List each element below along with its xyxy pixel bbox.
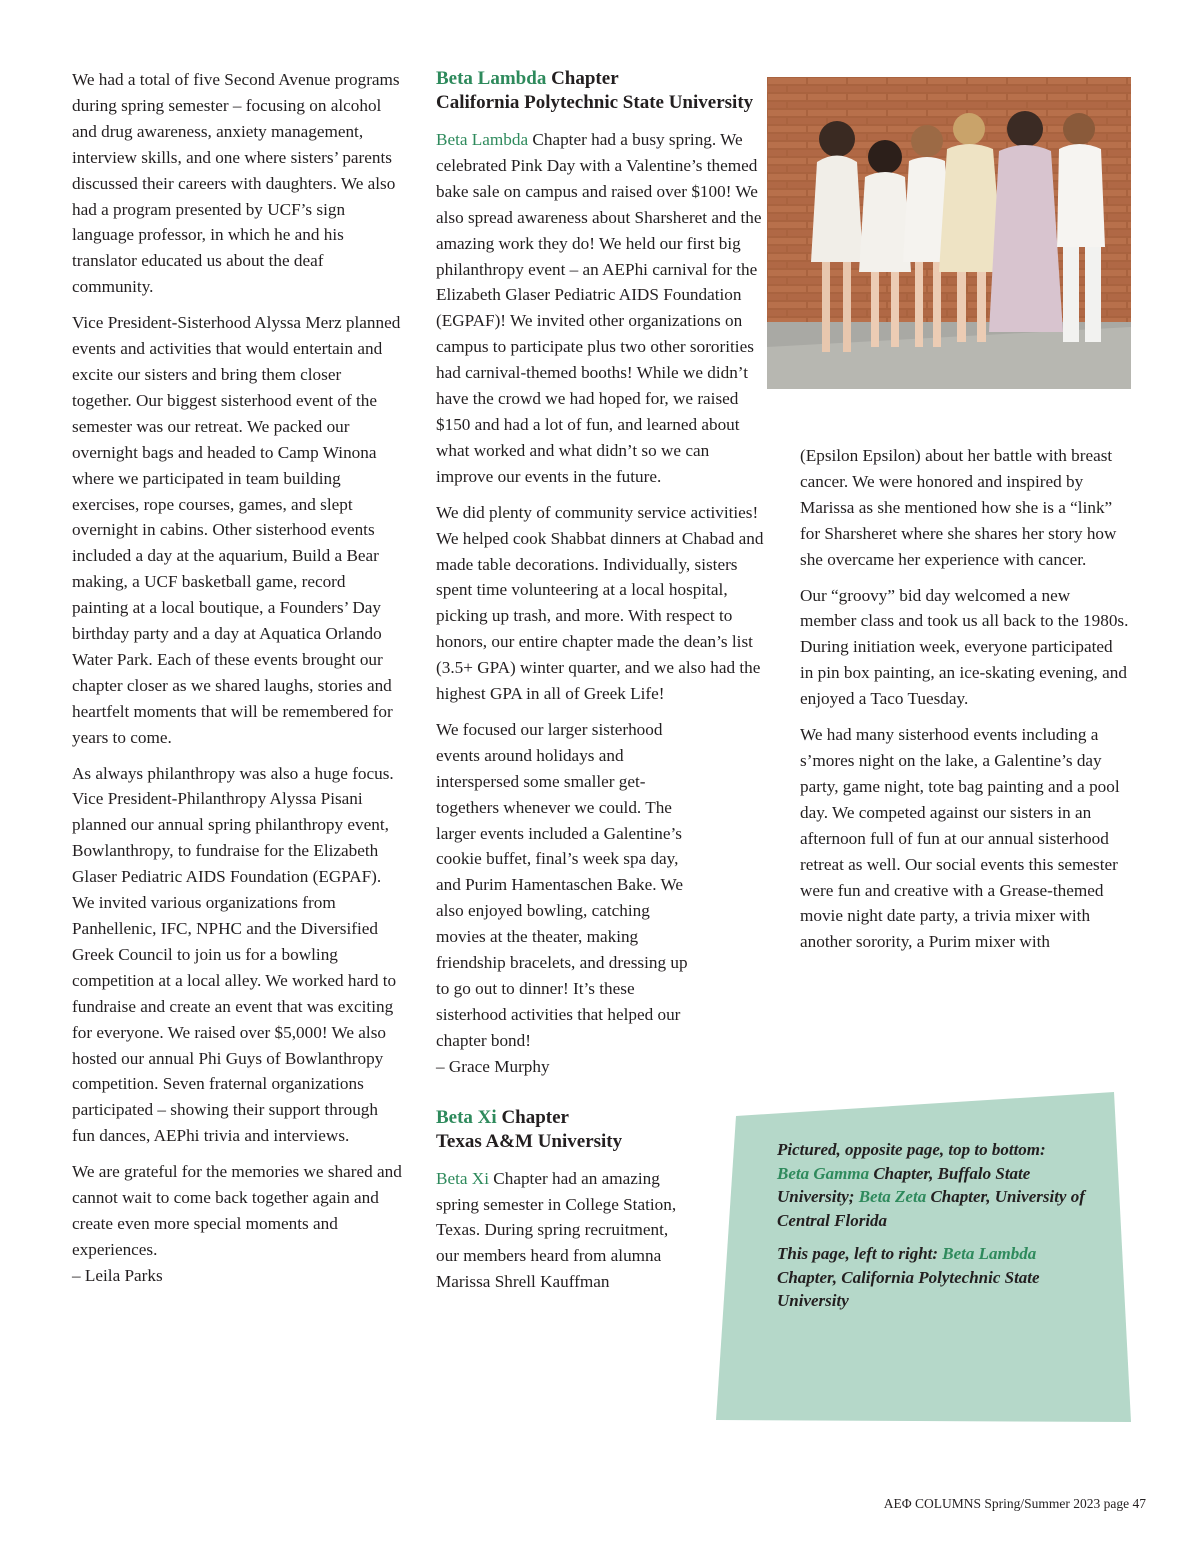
- beta-xi-inline-name: Beta Xi: [436, 1168, 489, 1188]
- beta-lambda-signature: – Grace Murphy: [436, 1056, 550, 1076]
- col1-signature: – Leila Parks: [72, 1265, 163, 1285]
- beta-lambda-heading-school: California Polytechnic State University: [436, 92, 754, 113]
- caption-beta-zeta-rest: Chapter, University of Central Florida: [777, 1187, 1085, 1230]
- beta-xi-paragraph-1: [436, 1166, 686, 1296]
- col1-paragraph-4-text: We are grateful for the memories we shared and cannot wait to come back together again and create even more special moments and experiences.: [72, 1162, 402, 1259]
- article-column-1: [72, 67, 402, 1299]
- page-footer: AEΦ COLUMNS Spring/Summer 2023 page 47: [883, 1496, 1146, 1511]
- caption-beta-zeta: Beta Zeta: [858, 1187, 927, 1206]
- photo-caption-box: [716, 1090, 1136, 1424]
- beta-lambda-paragraph-3-text: We focused our larger sisterhood events around holidays and interspersed some smaller get-togethers whenever we could. The larger events included a Galentine’s cookie buffet, final’s week spa day, and Purim Hamentaschen Bake. We also enjoyed bowling, catching movies at the theater, making friendship bracelets, and dressing up to go out to dinner! It’s these sisterhood activities that helped our chapter bond!: [436, 719, 688, 1050]
- caption-beta-gamma: Beta Gamma: [777, 1163, 870, 1183]
- caption-beta-gamma-rest: Chapter, Buffalo State University;: [777, 1163, 1031, 1206]
- beta-lambda-paragraph-1: [436, 127, 768, 490]
- col1-paragraph-4: [72, 1159, 402, 1289]
- beta-xi-heading-school: Texas A&M University: [436, 1130, 623, 1152]
- caption-beta-lambda: Beta Lambda: [942, 1244, 1037, 1263]
- caption-opposite-page: [777, 1138, 1097, 1232]
- beta-xi-heading-name: Beta Xi: [436, 1106, 497, 1128]
- beta-lambda-paragraph-2: We did plenty of community service activities! We helped cook Shabbat dinners at Chabad and made table decorations. Individually, sisters spent time volunteering at a local hospital, picking up trash, and more. With respect to honors, our entire chapter made the dean’s list (3.5+ GPA) winter quarter, and we also had the highest GPA in all of Greek Life!: [436, 502, 764, 704]
- article-column-3: [800, 443, 1130, 965]
- beta-lambda-heading-name: Beta Lambda: [436, 68, 547, 89]
- chapter-group-photo-illustration: [767, 77, 1131, 389]
- caption-beta-lambda-rest: Chapter, California Polytechnic State University: [777, 1267, 1040, 1310]
- col1-paragraph-1: We had a total of five Second Avenue programs during spring semester – focusing on alcohol and drug awareness, anxiety management, interview skills, and one where sisters’ parents discussed their careers with daughters. We also had a program presented by UCF’s sign language professor, in which he and his translator educated us about the deaf community.: [72, 70, 400, 297]
- beta-lambda-heading: [436, 67, 768, 115]
- photo-caption: [777, 1138, 1097, 1323]
- beta-xi-paragraph-1-continued: (Epsilon Epsilon) about her battle with breast cancer. We were honored and inspired by Marissa as she mentioned how she is a “link” for Sharsheret where she shares her story how she overcame her experience with cancer.: [800, 446, 1117, 569]
- chapter-group-photo: [767, 77, 1131, 389]
- caption-this-page: [777, 1242, 1097, 1313]
- beta-xi-heading-suffix: Chapter: [501, 1106, 569, 1128]
- beta-lambda-paragraph-3: [436, 717, 698, 1080]
- caption-line1-prefix: Pictured, opposite page, top to bottom:: [777, 1140, 1046, 1159]
- beta-xi-paragraph-3: We had many sisterhood events including a s’mores night on the lake, a Galentine’s day party, game night, tote bag painting and a pool day. We competed against our sisters in an afternoon full of fun at our annual sisterhood retreat as well. Our social events this semester were fun and creative with a Grease-themed movie night date party, a trivia mixer with another sorority, a Purim mixer with: [800, 725, 1120, 952]
- col1-paragraph-3: As always philanthropy was also a huge focus. Vice President-Philanthropy Alyssa Pisani planned our annual spring philanthropy event, Bowlanthropy, to fundraise for the Elizabeth Glaser Pediatric AIDS Foundation (EGPAF). We invited various organizations from Panhellenic, IFC, NPHC and the Diversified Greek Council to join us for a bowling competition at a local alley. We worked hard to fundraise and create an event that was exciting for everyone. We raised over $5,000! We also hosted our annual Phi Guys of Bowlanthropy competition. Seven fraternal organizations participated – showing their support through fun dances, AEPhi trivia and interviews.: [72, 763, 397, 1146]
- beta-lambda-inline-name: Beta Lambda: [436, 130, 529, 149]
- beta-lambda-heading-suffix: Chapter: [551, 68, 619, 89]
- caption-line2-prefix: This page, left to right:: [777, 1244, 939, 1263]
- col1-paragraph-2: Vice President-Sisterhood Alyssa Merz planned events and activities that would entertain and excite our sisters and bring them closer together. Our biggest sisterhood event of the semester was our retreat. We packed our overnight bags and headed to Camp Winona where we participated in team building exercises, rope courses, games, and slept overnight in cabins. Other sisterhood events included a day at the aquarium, Build a Bear making, a UCF basketball game, record painting at a local boutique, a Founders’ Day birthday party and a day at Aquatica Orlando Water Park. Each of these events brought our chapter closer as we shared laughs, stories and heartfelt moments that will be remembered for years to come.: [72, 313, 401, 747]
- beta-xi-paragraph-2: Our “groovy” bid day welcomed a new member class and took us all back to the 1980s. During initiation week, everyone participated in pin box painting, an ice-skating evening, and enjoyed a Taco Tuesday.: [800, 585, 1129, 709]
- beta-xi-paragraph-1-text: Chapter had an amazing spring semester in College Station, Texas. During spring recruitment, our members heard from alumna Marissa Shrell Kauffman: [436, 1168, 677, 1292]
- beta-lambda-paragraph-1-text: Chapter had a busy spring. We celebrated Pink Day with a Valentine’s themed bake sale on campus and raised over $100! We also spread awareness about Sharsheret and the amazing work they do! We held our first big philanthropy event – an AEPhi carnival for the Elizabeth Glaser Pediatric AIDS Foundation (EGPAF)! We invited other organizations on campus to participate plus two other sororities had carnival-themed booths! While we didn’t have the crowd we had hoped for, we raised $150 and had a lot of fun, and learned about what worked and what didn’t so we can improve our events in the future.: [436, 130, 762, 486]
